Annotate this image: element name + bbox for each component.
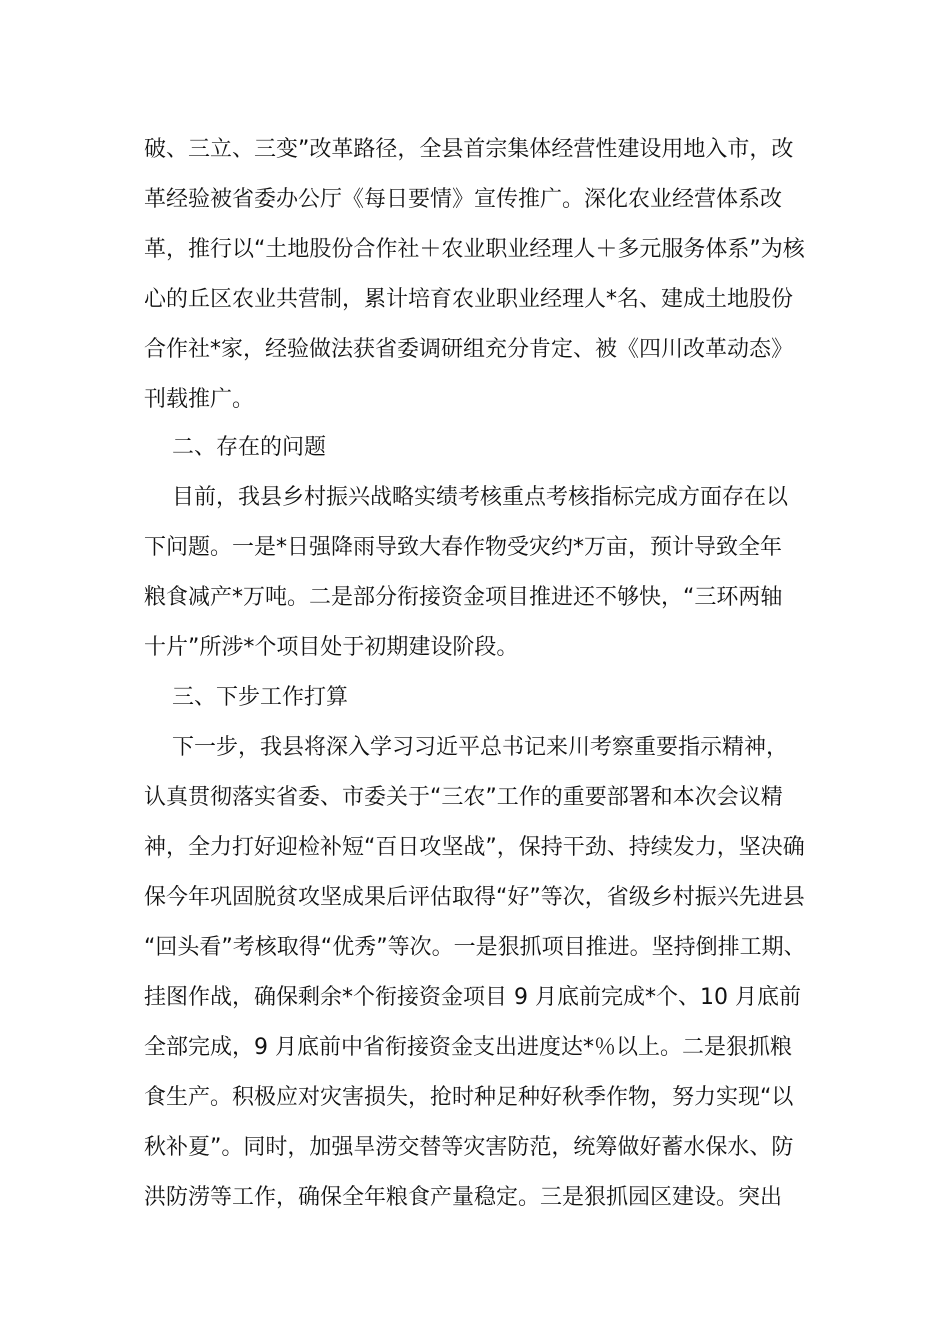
text-line: 十片”所涉*个项目处于初期建设阶段。	[144, 635, 519, 660]
text-line: 认真贯彻落实省委、市委关于“三农”工作的重要部署和本次会议精	[144, 785, 783, 810]
text-line: 下问题。一是*日强降雨导致大春作物受灾约*万亩，预计导致全年	[144, 535, 783, 560]
text-line: 合作社*家，经验做法获省委调研组充分肯定、被《四川改革动态》	[144, 337, 794, 362]
text-line: 粮食减产*万吨。二是部分衔接资金项目推进还不够快，“三环两轴	[144, 585, 783, 610]
text-line: 破、三立、三变”改革路径，全县首宗集体经营性建设用地入市，改	[144, 137, 794, 162]
text-line: 挂图作战，确保剩余*个衔接资金项目 9 月底前完成*个、10 月底前	[144, 985, 801, 1010]
text-line: 食生产。积极应对灾害损失，抢时种足种好秋季作物，努力实现“以	[144, 1085, 794, 1110]
section-heading: 三、下步工作打算	[172, 685, 349, 710]
text-line: 心的丘区农业共营制，累计培育农业职业经理人*名、建成土地股份	[144, 287, 794, 312]
text-line: 革，推行以“土地股份合作社＋农业职业经理人＋多元服务体系”为核	[144, 237, 805, 262]
text-line: 秋补夏”。同时，加强旱涝交替等灾害防范，统筹做好蓄水保水、防	[144, 1135, 794, 1160]
text-line: 刊载推广。	[144, 387, 255, 412]
paragraph-start-line: 目前，我县乡村振兴战略实绩考核重点考核指标完成方面存在以	[172, 485, 789, 510]
text-line: 洪防涝等工作，确保全年粮食产量稳定。三是狠抓园区建设。突出	[144, 1185, 783, 1210]
text-line: 神，全力打好迎检补短“百日攻坚战”，保持干劲、持续发力，坚决确	[144, 835, 805, 860]
text-line: 革经验被省委办公厅《每日要情》宣传推广。深化农业经营体系改	[144, 187, 783, 212]
text-line: 保今年巩固脱贫攻坚成果后评估取得“好”等次，省级乡村振兴先进县	[144, 885, 805, 910]
text-line: “回头看”考核取得“优秀”等次。一是狠抓项目推进。坚持倒排工期、	[144, 935, 806, 960]
text-line: 全部完成，9 月底前中省衔接资金支出进度达*％以上。二是狠抓粮	[144, 1035, 792, 1060]
section-heading: 二、存在的问题	[172, 435, 327, 460]
paragraph-start-line: 下一步，我县将深入学习习近平总书记来川考察重要指示精神，	[172, 735, 789, 760]
